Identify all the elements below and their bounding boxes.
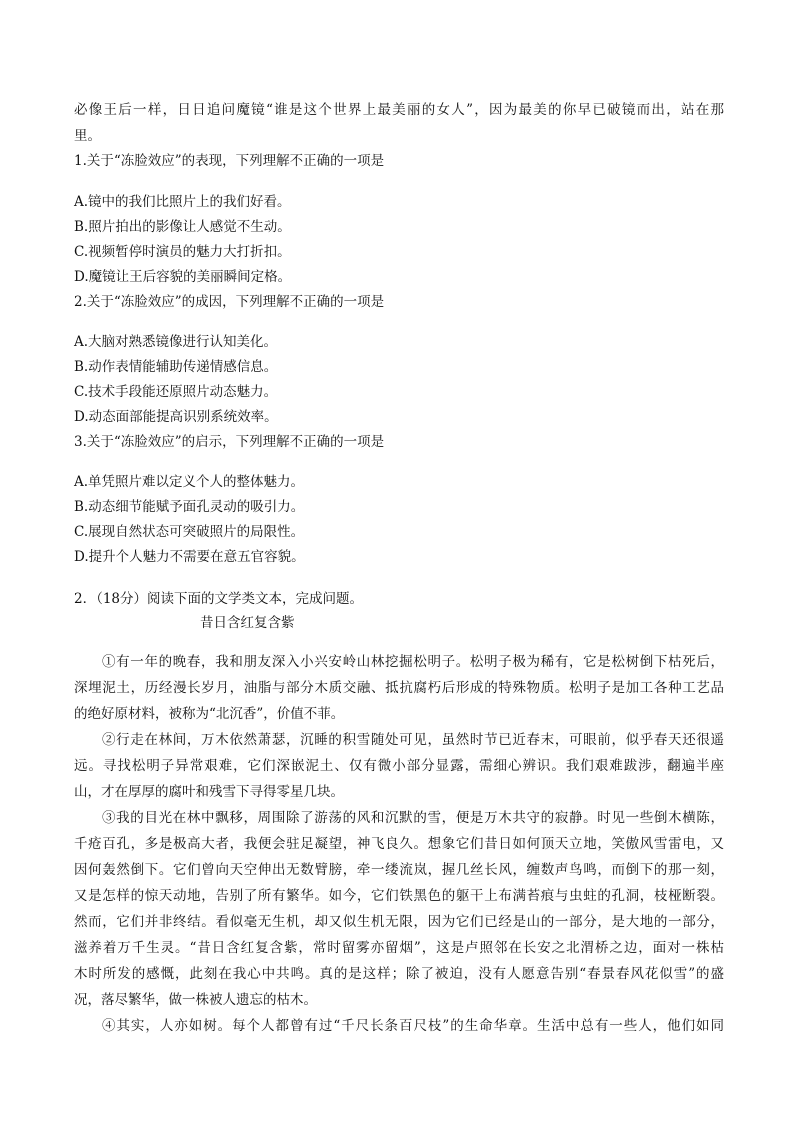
question-1-stem: 1.关于“冻脸效应”的表现，下列理解不正确的一项是: [74, 153, 385, 169]
article-line: 千疮百孔，多是极高大者，我便会驻足凝望，神飞良久。想象它们昔日如何顶天立地，笑傲风雪雷电，又: [74, 836, 724, 852]
question-2-option-a: A.大脑对熟悉镜像进行认知美化。: [74, 334, 278, 350]
question-3-option-a: A.单凭照片难以定义个人的整体魅力。: [74, 474, 305, 490]
article-line: ③我的目光在林中飘移，周围除了游荡的风和沉默的雪，便是万木共守的寂静。时见一些倒木横陈，: [102, 810, 724, 826]
question-3-option-c: C.展现自然状态可突破照片的局限性。: [74, 524, 305, 540]
question-2-option-d: D.动态面部能提高识别系统效率。: [74, 409, 278, 425]
question-1-option-c: C.视频暂停时演员的魅力大打折扣。: [74, 244, 291, 260]
section-2-heading: 2．（18分）阅读下面的文学类文本，完成问题。: [74, 591, 364, 607]
article-line: 又是怎样的惊天动地，告别了所有繁华。如今，它们铁黑色的躯干上布满苔痕与虫蛀的孔洞，枝桠断裂。: [74, 888, 724, 904]
question-2-option-c: C.技术手段能还原照片动态魅力。: [74, 384, 278, 400]
question-3-stem: 3.关于“冻脸效应”的启示，下列理解不正确的一项是: [74, 434, 385, 450]
question-1-option-a: A.镜中的我们比照片上的我们好看。: [74, 194, 291, 210]
article-line: 山，才在厚厚的腐叶和残雪下寻得零星几块。: [74, 784, 344, 800]
question-1-option-d: D.魔镜让王后容貌的美丽瞬间定格。: [74, 269, 292, 285]
question-2-stem: 2.关于“冻脸效应”的成因，下列理解不正确的一项是: [74, 294, 385, 310]
article-line: 木时所发的感慨，此刻在我心中共鸣。真的是这样；除了被迫，没有人愿意告别“春景春风花似雪”的盛: [74, 966, 724, 982]
article-line: 的绝好原材料，被称为“北沉香”，价值不菲。: [74, 706, 345, 722]
question-3-option-d: D.提升个人魅力不需要在意五官容貌。: [74, 549, 305, 565]
question-1-option-b: B.照片拍出的影像让人感觉不生动。: [74, 219, 291, 235]
question-3-option-b: B.动态细节能赋予面孔灵动的吸引力。: [74, 499, 305, 515]
article-line: ①有一年的晚春，我和朋友深入小兴安岭山林挖掘松明子。松明子极为稀有，它是松树倒下枯死后，: [102, 654, 724, 670]
article-line: 远。寻找松明子异常艰难，它们深嵌泥土、仅有微小部分显露，需细心辨识。我们艰难跋涉，翻遍半座: [74, 758, 724, 774]
article-line: 深埋泥土，历经漫长岁月，油脂与部分木质交融、抵抗腐朽后形成的特殊物质。松明子是加工各种工艺品: [74, 680, 724, 696]
article-title: 昔日含红复含紫: [200, 615, 295, 631]
article-line: ④其实，人亦如树。每个人都曾有过“千尺长条百尺枝”的生命华章。生活中总有一些人，他们如同: [102, 1018, 724, 1034]
article-line: 况，落尽繁华，做一株被人遗忘的枯木。: [74, 992, 317, 1008]
article-line: 然而，它们并非终结。看似毫无生机，却又似生机无限，因为它们已经是山的一部分，是大地的一部分，: [74, 914, 724, 930]
article-line: 滋养着万千生灵。“昔日含红复含紫，常时留雾亦留烟”，这是卢照邻在长安之北渭桥之边，面对一株枯: [74, 940, 724, 956]
paragraph-line: 必像王后一样，日日追问魔镜“谁是这个世界上最美丽的女人”，因为最美的你早已破镜而出，站在那: [74, 102, 724, 118]
article-line: ②行走在林间，万木依然萧瑟，沉睡的积雪随处可见，虽然时节已近春末，可眼前，似乎春天还很遥: [102, 732, 724, 748]
question-2-option-b: B.动作表情能辅助传递情感信息。: [74, 359, 278, 375]
article-line: 因何轰然倒下。它们曾向天空伸出无数臂膀，牵一缕流岚，握几丝长风，缠数声鸟鸣，而倒下的那一刻，: [74, 862, 724, 878]
paragraph-line: 里。: [74, 128, 101, 144]
